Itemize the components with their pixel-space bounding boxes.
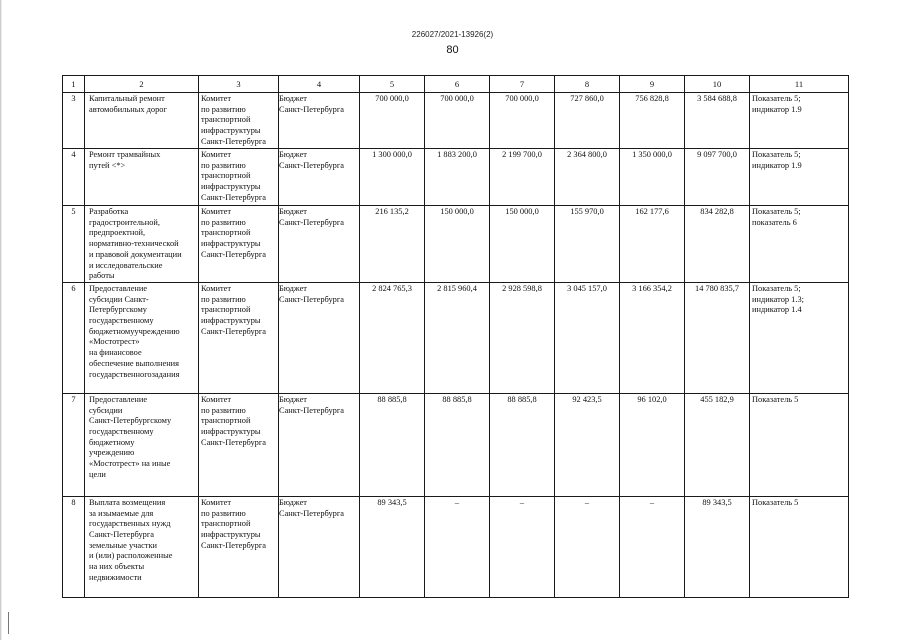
responsible-executor-line: Комитет (201, 94, 232, 103)
responsible-executor-line: Комитет (201, 394, 232, 404)
column-header-6: 6 (425, 76, 490, 93)
amount-cell: 155 970,0 (555, 206, 620, 283)
activity-name (85, 149, 199, 206)
responsible-executor (199, 93, 279, 149)
amount-cell: 727 860,0 (555, 93, 620, 149)
indicator-reference-line: показатель 6 (752, 217, 797, 227)
activity-name-line: путей <*> (89, 160, 126, 170)
responsible-executor (199, 393, 279, 496)
table-row (63, 206, 849, 283)
amount-cell: 2 364 800,0 (555, 149, 620, 206)
responsible-executor-line: Санкт-Петербурга (201, 249, 266, 259)
amount-cell: 89 343,5 (360, 496, 425, 597)
amount-cell: – (490, 496, 555, 597)
responsible-executor-line: по развитию (201, 217, 246, 227)
activity-name-line: градостроительной, (89, 217, 160, 227)
activity-name-line: и исследовательские (89, 260, 163, 270)
amount-cell: 1 300 000,0 (360, 149, 425, 206)
activity-name-line: Предоставление (89, 394, 148, 404)
amount-cell: 1 350 000,0 (620, 149, 685, 206)
activity-name-line: нормативно-технической (89, 239, 179, 249)
responsible-executor-line: Комитет (201, 283, 232, 293)
activity-name-line: и (или) расположенные (89, 551, 173, 561)
activity-name-line: обеспечение выполнения (89, 358, 180, 368)
responsible-executor-line: транспортной (201, 115, 251, 125)
responsible-executor-line: Санкт-Петербурга (201, 192, 266, 202)
funding-source-line: Бюджет (279, 394, 307, 404)
amount-cell: 92 423,5 (555, 393, 620, 496)
column-header-2: 2 (85, 76, 199, 93)
responsible-executor-line: Комитет (201, 497, 232, 507)
amount-cell: 88 885,8 (360, 393, 425, 496)
activity-name (85, 393, 199, 496)
amount-cell: 756 828,8 (620, 93, 685, 149)
activity-name-line: цели (89, 469, 106, 479)
column-header-5: 5 (360, 76, 425, 93)
activity-name (85, 93, 199, 149)
funding-source-line: Санкт-Петербурга (279, 160, 344, 170)
scan-left-edge (0, 0, 2, 640)
row-number: 6 (63, 282, 85, 393)
amount-cell: 455 182,9 (685, 393, 750, 496)
indicator-reference-line: Показатель 5; (752, 150, 801, 159)
activity-name-line: субсидии (89, 405, 123, 415)
activity-name-line: государственногозадания (89, 369, 180, 379)
activity-name-line: Выплата возмещения (89, 497, 166, 507)
responsible-executor-line: по развитию (201, 294, 246, 304)
activity-name (85, 206, 199, 283)
indicator-reference-line: Показатель 5; (752, 94, 801, 103)
funding-source (279, 496, 360, 597)
amount-cell: 700 000,0 (490, 93, 555, 149)
activity-name-line: Санкт-Петербургскому (89, 416, 172, 426)
activity-name-line: государственных нужд (89, 519, 171, 529)
activity-name (85, 496, 199, 597)
indicator-reference (750, 496, 849, 597)
indicator-reference-line: Показатель 5 (752, 497, 799, 507)
activity-name-line: земельные участки (89, 540, 158, 550)
funding-source-line: Бюджет (279, 150, 307, 159)
indicator-reference-line: индикатор 1.3; (752, 294, 804, 304)
activity-name-line: Петербургскому (89, 305, 147, 315)
column-header-8: 8 (555, 76, 620, 93)
activity-name-line: на финансовое (89, 348, 142, 358)
column-header-1: 1 (63, 76, 85, 93)
responsible-executor-line: инфраструктуры (201, 427, 261, 437)
responsible-executor-line: Санкт-Петербурга (201, 437, 266, 447)
amount-cell: 700 000,0 (360, 93, 425, 149)
column-header-10: 10 (685, 76, 750, 93)
amount-cell: 3 045 157,0 (555, 282, 620, 393)
activity-name-line: Ремонт трамвайных (89, 150, 161, 159)
amount-cell: 3 166 354,2 (620, 282, 685, 393)
indicator-reference (750, 393, 849, 496)
scan-mark (8, 612, 9, 634)
indicator-reference (750, 206, 849, 283)
amount-cell: 162 177,6 (620, 206, 685, 283)
activity-name-line: субсидии Санкт- (89, 294, 149, 304)
amount-cell: 88 885,8 (490, 393, 555, 496)
indicator-reference-line: индикатор 1.9 (752, 104, 802, 114)
column-header-4: 4 (279, 76, 360, 93)
responsible-executor-line: транспортной (201, 519, 251, 529)
responsible-executor-line: инфраструктуры (201, 126, 261, 136)
amount-cell: 96 102,0 (620, 393, 685, 496)
amount-cell: 9 097 700,0 (685, 149, 750, 206)
indicator-reference-line: Показатель 5 (752, 394, 799, 404)
row-number: 8 (63, 496, 85, 597)
responsible-executor-line: транспортной (201, 416, 251, 426)
row-number: 4 (63, 149, 85, 206)
row-number: 7 (63, 393, 85, 496)
column-header-3: 3 (199, 76, 279, 93)
table-body (63, 93, 849, 598)
indicator-reference (750, 149, 849, 206)
activity-name-line: и правовой документации (89, 249, 182, 259)
activity-name-line: государственному (89, 316, 154, 326)
responsible-executor (199, 496, 279, 597)
table-row (63, 149, 849, 206)
funding-source-line: Санкт-Петербурга (279, 217, 344, 227)
responsible-executor (199, 282, 279, 393)
activity-name (85, 282, 199, 393)
responsible-executor-line: инфраструктуры (201, 239, 261, 249)
responsible-executor-line: по развитию (201, 508, 246, 518)
amount-cell: 89 343,5 (685, 496, 750, 597)
indicator-reference (750, 282, 849, 393)
funding-source-line: Бюджет (279, 94, 307, 103)
amount-cell: 2 815 960,4 (425, 282, 490, 393)
amount-cell: 2 199 700,0 (490, 149, 555, 206)
activity-name-line: недвижимости (89, 572, 142, 582)
budget-table (62, 75, 849, 598)
funding-source-line: Бюджет (279, 497, 307, 507)
activity-name-line: бюджетномуучреждению (89, 326, 180, 336)
amount-cell: 2 928 598,8 (490, 282, 555, 393)
amount-cell: 88 885,8 (425, 393, 490, 496)
responsible-executor-line: по развитию (201, 104, 246, 114)
funding-source (279, 149, 360, 206)
responsible-executor-line: инфраструктуры (201, 182, 261, 192)
responsible-executor (199, 149, 279, 206)
responsible-executor-line: Санкт-Петербурга (201, 136, 266, 146)
indicator-reference-line: Показатель 5; (752, 283, 801, 293)
responsible-executor-line: Комитет (201, 207, 232, 216)
activity-name-line: «Мостотрест» (89, 337, 140, 347)
amount-cell: 216 135,2 (360, 206, 425, 283)
funding-source (279, 393, 360, 496)
amount-cell: 700 000,0 (425, 93, 490, 149)
responsible-executor-line: Санкт-Петербурга (201, 540, 266, 550)
indicator-reference (750, 93, 849, 149)
amount-cell: 14 780 835,7 (685, 282, 750, 393)
table-row (63, 93, 849, 149)
table-row (63, 393, 849, 496)
indicator-reference-line: Показатель 5; (752, 207, 801, 216)
amount-cell: 150 000,0 (490, 206, 555, 283)
responsible-executor-line: инфраструктуры (201, 316, 261, 326)
amount-cell: – (620, 496, 685, 597)
column-header-9: 9 (620, 76, 685, 93)
activity-name-line: работы (89, 271, 115, 281)
amount-cell: 3 584 688,8 (685, 93, 750, 149)
column-header-7: 7 (490, 76, 555, 93)
row-number: 5 (63, 206, 85, 283)
funding-source (279, 93, 360, 149)
page-number: 80 (446, 44, 459, 56)
amount-cell: 834 282,8 (685, 206, 750, 283)
table-row (63, 282, 849, 393)
funding-source-line: Бюджет (279, 207, 307, 216)
amount-cell: 1 883 200,0 (425, 149, 490, 206)
activity-name-line: предпроектной, (89, 228, 146, 238)
activity-name-line: Капитальный ремонт (89, 94, 165, 103)
amount-cell: – (555, 496, 620, 597)
activity-name-line: за изымаемые для (89, 508, 154, 518)
activity-name-line: государственному (89, 427, 154, 437)
activity-name-line: Разработка (89, 207, 129, 216)
table-header-row (63, 76, 849, 93)
funding-source-line: Бюджет (279, 283, 307, 293)
activity-name-line: автомобильных дорог (89, 104, 167, 114)
responsible-executor-line: инфраструктуры (201, 530, 261, 540)
activity-name-line: учреждению (89, 448, 135, 458)
funding-source-line: Санкт-Петербурга (279, 405, 344, 415)
amount-cell: – (425, 496, 490, 597)
responsible-executor-line: транспортной (201, 171, 251, 181)
activity-name-line: бюджетному (89, 437, 135, 447)
responsible-executor-line: по развитию (201, 160, 246, 170)
funding-source (279, 282, 360, 393)
responsible-executor-line: Санкт-Петербурга (201, 326, 266, 336)
indicator-reference-line: индикатор 1.4 (752, 305, 802, 315)
responsible-executor-line: по развитию (201, 405, 246, 415)
funding-source-line: Санкт-Петербурга (279, 508, 344, 518)
responsible-executor (199, 206, 279, 283)
indicator-reference-line: индикатор 1.9 (752, 160, 802, 170)
row-number: 3 (63, 93, 85, 149)
responsible-executor-line: Комитет (201, 150, 232, 159)
amount-cell: 2 824 765,3 (360, 282, 425, 393)
responsible-executor-line: транспортной (201, 305, 251, 315)
table-row (63, 496, 849, 597)
responsible-executor-line: транспортной (201, 228, 251, 238)
amount-cell: 150 000,0 (425, 206, 490, 283)
activity-name-line: Предоставление (89, 283, 148, 293)
column-header-11: 11 (750, 76, 849, 93)
funding-source-line: Санкт-Петербурга (279, 104, 344, 114)
funding-source (279, 206, 360, 283)
document-number: 226027/2021-13926(2) (411, 30, 494, 39)
activity-name-line: на них объекты (89, 562, 145, 572)
activity-name-line: Санкт-Петербурга (89, 530, 154, 540)
activity-name-line: «Мостотрест» на иные (89, 459, 171, 469)
funding-source-line: Санкт-Петербурга (279, 294, 344, 304)
